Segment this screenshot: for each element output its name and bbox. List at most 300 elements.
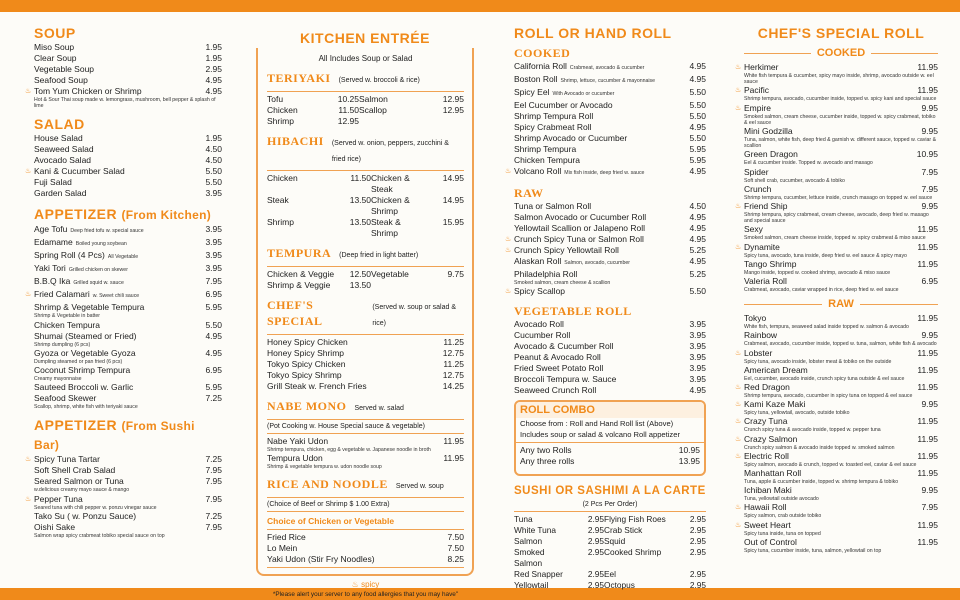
menu-item-price: 1.95 bbox=[205, 133, 222, 144]
menu-item-name: Shrimp Avocado or Cucumber bbox=[514, 133, 628, 143]
menu-item-row bbox=[744, 451, 938, 462]
menu-item-name-wrap bbox=[34, 494, 83, 505]
pepper-icon: ♨ bbox=[735, 384, 742, 392]
menu-item-name-wrap bbox=[744, 330, 777, 341]
menu-item-price: 7.25 bbox=[205, 510, 222, 521]
menu-item bbox=[735, 502, 938, 520]
menu-item-row bbox=[514, 87, 706, 100]
menu-item-price: 3.95 bbox=[689, 363, 706, 374]
menu-item-row bbox=[267, 381, 464, 392]
grid-price: 2.95 bbox=[689, 525, 706, 536]
menu-item-name: Rainbow bbox=[744, 330, 778, 341]
menu-item bbox=[505, 166, 706, 179]
menu-item-inline-desc: Deep fried tofu w. special sauce bbox=[70, 228, 144, 235]
menu-item-row bbox=[514, 144, 706, 155]
grid-name: Chicken & Shrimp bbox=[371, 195, 410, 216]
roll-combo-option bbox=[516, 445, 704, 456]
menu-item-price: 11.95 bbox=[917, 450, 938, 461]
menu-item-name: Seafood Skewer bbox=[34, 393, 97, 404]
menu-item-desc: Salmon wrap spicy crabmeat tobiko special sauce on top bbox=[34, 532, 165, 539]
menu-item-row bbox=[514, 319, 706, 330]
salad-heading: SALAD bbox=[34, 116, 85, 133]
menu-item bbox=[34, 133, 222, 144]
roll-combo-option-price: 13.95 bbox=[678, 456, 700, 467]
grid-name: Salmon bbox=[359, 94, 388, 104]
menu-item-name: Salmon Avocado or Cucumber Roll bbox=[514, 212, 647, 222]
menu-item bbox=[267, 348, 464, 359]
menu-item bbox=[514, 223, 706, 234]
menu-item-price: 4.95 bbox=[689, 61, 706, 71]
menu-item-desc: Eel & cucumber inside. Topped w. avocado and masago bbox=[744, 160, 873, 167]
menu-item-desc: Shrimp tempura, chicken, egg & vegetable w. Japanese noodle in broth bbox=[267, 447, 431, 453]
menu-item-name-wrap bbox=[34, 250, 138, 263]
menu-item-price: 11.25 bbox=[443, 337, 464, 347]
menu-item-row bbox=[267, 532, 464, 543]
menu-item-row bbox=[34, 365, 222, 376]
menu-item-name-wrap bbox=[744, 184, 771, 195]
menu-item-name: Electric Roll bbox=[744, 450, 789, 461]
tempura-grid bbox=[267, 269, 464, 291]
menu-item-name-wrap bbox=[34, 53, 77, 64]
appetizer-sushi-list bbox=[25, 454, 222, 539]
menu-item-name: Friend Ship bbox=[744, 201, 788, 212]
roll-combo-options bbox=[516, 445, 704, 467]
hibachi-note: (Served w. onion, peppers, zucchini & fried rice) bbox=[331, 140, 449, 163]
menu-item-name: Oishi Sake bbox=[34, 521, 76, 532]
menu-item-price: 10.95 bbox=[916, 149, 938, 160]
menu-item-name-wrap bbox=[514, 212, 646, 223]
menu-item-name: Kani & Cucumber Salad bbox=[34, 166, 125, 177]
chefs-special-note: (Served w. soup or salad & rice) bbox=[372, 304, 456, 327]
menu-item-price: 5.25 bbox=[689, 269, 706, 279]
menu-item-row bbox=[514, 363, 706, 374]
menu-item bbox=[735, 85, 938, 103]
grid-price: 11.50 bbox=[350, 173, 371, 183]
teriyaki-title: TERIYAKI bbox=[267, 71, 331, 85]
menu-item-name: Volcano Roll bbox=[514, 166, 562, 176]
pepper-icon: ♨ bbox=[735, 104, 742, 112]
menu-item-row bbox=[514, 352, 706, 363]
menu-item-price: 4.95 bbox=[205, 86, 222, 96]
divider bbox=[267, 511, 464, 512]
menu-item-price: 5.25 bbox=[689, 245, 706, 255]
divider bbox=[267, 91, 464, 92]
menu-item bbox=[267, 436, 464, 453]
column-chefs-special-roll bbox=[735, 20, 938, 580]
menu-item-row bbox=[34, 188, 222, 199]
grid-name bbox=[371, 280, 420, 291]
divider bbox=[267, 497, 464, 498]
menu-item bbox=[505, 234, 706, 245]
pepper-icon: ♨ bbox=[735, 504, 742, 512]
menu-item bbox=[514, 363, 706, 374]
grid-price: 2.95 bbox=[689, 580, 706, 591]
menu-item-price: 8.25 bbox=[447, 554, 464, 565]
menu-item-row bbox=[514, 122, 706, 133]
pepper-icon: ♨ bbox=[25, 291, 32, 299]
grid-price bbox=[428, 116, 464, 127]
menu-item-price: 3.95 bbox=[689, 352, 706, 363]
menu-item-row bbox=[34, 263, 222, 276]
pepper-icon: ♨ bbox=[505, 236, 512, 243]
spicy-legend-label: spicy bbox=[361, 580, 380, 590]
menu-item-desc: Spicy salmon, avocado & crunch, topped w. toasted eel, caviar & eel sauce bbox=[744, 461, 917, 468]
grid-price: 12.95 bbox=[337, 116, 359, 126]
appetizer-sushi-sub: (From Sushi Bar) bbox=[34, 419, 195, 453]
column-kitchen-entree bbox=[256, 20, 474, 599]
menu-item-price: 11.95 bbox=[443, 453, 464, 464]
menu-item-row bbox=[744, 485, 938, 496]
menu-item-price: 7.95 bbox=[921, 166, 938, 177]
grid-price: 13.50 bbox=[349, 195, 371, 205]
menu-item-price: 11.95 bbox=[917, 62, 938, 72]
menu-item-row bbox=[34, 133, 222, 144]
menu-item-name: Ichiban Maki bbox=[744, 485, 792, 496]
menu-item-name: Seaweed Salad bbox=[34, 144, 94, 155]
menu-item-row bbox=[744, 259, 938, 270]
grid-price: 13.50 bbox=[349, 217, 371, 227]
menu-item-name: California Roll bbox=[514, 61, 567, 71]
menu-item-name-wrap bbox=[744, 103, 771, 114]
menu-item-inline-desc: Grilled chicken on skewer bbox=[68, 267, 128, 274]
grid-name: Vegetable bbox=[371, 269, 409, 279]
soup-heading: SOUP bbox=[34, 25, 76, 41]
menu-item bbox=[34, 365, 222, 382]
menu-item-name-wrap bbox=[34, 86, 142, 97]
menu-item bbox=[735, 399, 938, 417]
menu-item-name: Boston Roll bbox=[514, 74, 558, 84]
menu-item-name: Grill Steak w. French Fries bbox=[267, 381, 367, 391]
menu-item-price: 4.50 bbox=[205, 155, 222, 166]
menu-item-name-wrap bbox=[744, 313, 766, 324]
pepper-icon: ♨ bbox=[351, 580, 359, 590]
menu-item-price: 11.95 bbox=[917, 382, 938, 393]
menu-item bbox=[744, 224, 938, 241]
menu-item-name: Sexy bbox=[744, 224, 763, 235]
menu-item bbox=[34, 144, 222, 155]
menu-item-row bbox=[744, 184, 938, 195]
menu-item-price: 4.95 bbox=[689, 122, 706, 132]
menu-item-price: 11.95 bbox=[917, 258, 938, 269]
menu-item-price: 12.75 bbox=[442, 348, 464, 358]
menu-item-inline-desc: w. Sweet chili sauce bbox=[92, 293, 140, 300]
menu-item-row bbox=[34, 302, 222, 313]
menu-item-name: Mini Godzilla bbox=[744, 126, 793, 137]
rice-noodle-note: Served w. soup bbox=[395, 483, 444, 491]
menu-item-desc: Mango inside, topped w. cooked shrimp, avocado & miso sauce bbox=[744, 269, 891, 276]
menu-item-name: Pepper Tuna bbox=[34, 493, 83, 504]
menu-item-name-wrap bbox=[514, 87, 614, 100]
menu-item-name: Fried Rice bbox=[267, 532, 306, 543]
menu-item bbox=[34, 465, 222, 476]
menu-item-row bbox=[34, 393, 222, 404]
menu-item-name-wrap bbox=[514, 341, 614, 352]
menu-item-row bbox=[34, 511, 222, 522]
menu-item bbox=[514, 352, 706, 363]
menu-item-name-wrap bbox=[34, 522, 75, 533]
salad-list bbox=[25, 133, 222, 199]
pepper-icon: ♨ bbox=[735, 349, 742, 357]
menu-item-name: Honey Spicy Chicken bbox=[267, 337, 348, 347]
menu-item-name-wrap bbox=[267, 532, 306, 543]
menu-item bbox=[267, 359, 464, 370]
menu-item-name: Seaweed Crunch Roll bbox=[514, 385, 597, 396]
menu-item-desc: Shrimp tempura, cucumber, lettuce inside, crunch masago on topped w. eel sauce bbox=[744, 194, 933, 201]
menu-item bbox=[514, 74, 706, 87]
menu-item-row bbox=[514, 286, 706, 297]
divider bbox=[267, 419, 464, 420]
divider bbox=[514, 511, 706, 512]
bottom-orange-band bbox=[0, 588, 960, 600]
menu-item-desc: Spicy tuna, yellowtail, avocado, outside tobiko bbox=[744, 410, 850, 417]
menu-item-row bbox=[34, 289, 222, 302]
menu-item-desc: Scallop, shrimp, white fish with teriyaki sauce bbox=[34, 404, 138, 411]
menu-item bbox=[267, 337, 464, 348]
menu-item-name: Seafood Soup bbox=[34, 75, 88, 85]
menu-item bbox=[34, 522, 222, 539]
grid-price: 2.95 bbox=[587, 547, 604, 558]
menu-item-row bbox=[744, 382, 938, 393]
grid-price: 2.95 bbox=[587, 536, 604, 547]
menu-item-price: 4.95 bbox=[689, 234, 706, 244]
menu-item-row bbox=[34, 53, 222, 64]
menu-item-row bbox=[514, 330, 706, 341]
menu-item-desc: Shrimp tempura, avocado, cucumber in spicy tuna on topped & eel sauce bbox=[744, 393, 913, 400]
pepper-icon: ♨ bbox=[735, 401, 742, 409]
grid-name: Tofu bbox=[267, 94, 284, 104]
menu-item-price: 14.25 bbox=[442, 381, 464, 391]
menu-item-name: Yaki Udon (Stir Fry Noodles) bbox=[267, 554, 375, 565]
menu-item bbox=[34, 237, 222, 250]
menu-item-desc: Eel, cucumber, avocado inside, crunch spicy tuna outside & eel sauce bbox=[744, 375, 905, 382]
menu-item-row bbox=[34, 237, 222, 250]
menu-item-name: Tom Yum Chicken or Shrimp bbox=[34, 86, 142, 96]
menu-item-price: 5.50 bbox=[689, 100, 706, 110]
divider bbox=[267, 170, 464, 171]
menu-item-row bbox=[744, 468, 938, 479]
menu-item-row bbox=[267, 436, 464, 447]
menu-item-desc: Spicy tuna, avocado inside, lobster meat & tobiko on the outside bbox=[744, 358, 892, 365]
menu-item-row bbox=[34, 177, 222, 188]
pepper-icon: ♨ bbox=[505, 168, 512, 175]
menu-item-row bbox=[514, 234, 706, 245]
menu-item-price: 3.95 bbox=[205, 250, 222, 261]
teriyaki-heading bbox=[267, 70, 464, 89]
menu-item-row bbox=[267, 554, 464, 565]
menu-item-row bbox=[744, 330, 938, 341]
menu-item-name: Crunch Spicy Yellowtail Roll bbox=[514, 245, 619, 255]
menu-item-name: Manhattan Roll bbox=[744, 468, 802, 479]
grid-price: 13.50 bbox=[349, 280, 371, 290]
nabe-mono-title: NABE MONO bbox=[267, 399, 347, 413]
menu-item bbox=[744, 313, 938, 330]
menu-item-name-wrap bbox=[744, 365, 808, 376]
menu-item-name: House Salad bbox=[34, 133, 83, 144]
menu-item-row bbox=[267, 337, 464, 348]
menu-item-row bbox=[744, 126, 938, 137]
menu-item-row bbox=[34, 320, 222, 331]
menu-item-name: Spicy Tuna Tartar bbox=[34, 454, 100, 465]
menu-item-price: 4.95 bbox=[689, 212, 706, 222]
menu-item bbox=[735, 62, 938, 86]
menu-item-price: 1.95 bbox=[205, 42, 222, 52]
menu-item-price: 9.95 bbox=[921, 201, 938, 212]
menu-item bbox=[514, 374, 706, 385]
menu-item-row bbox=[744, 242, 938, 253]
menu-item bbox=[735, 347, 938, 365]
pepper-icon: ♨ bbox=[735, 452, 742, 460]
menu-item-price: 4.95 bbox=[689, 256, 706, 266]
menu-item-name-wrap bbox=[514, 245, 619, 256]
grid-name: Shrimp bbox=[267, 116, 294, 126]
menu-item-name-wrap bbox=[514, 385, 596, 396]
grid-price: 2.95 bbox=[689, 514, 706, 525]
grid-name: Chicken & Veggie bbox=[267, 269, 335, 279]
menu-item-name: Red Dragon bbox=[744, 382, 790, 393]
menu-item-price: 9.95 bbox=[921, 102, 938, 113]
menu-item-name-wrap bbox=[744, 62, 778, 73]
menu-item-name-wrap bbox=[267, 543, 297, 554]
menu-item-row bbox=[514, 341, 706, 352]
menu-item-price: 7.95 bbox=[205, 276, 222, 287]
menu-item-row bbox=[34, 476, 222, 487]
menu-item-row bbox=[34, 494, 222, 505]
menu-item-name-wrap bbox=[34, 476, 124, 487]
grid-price: 2.95 bbox=[689, 569, 706, 580]
allergy-notice: *Please alert your server to any food allergies that you may have" bbox=[272, 591, 459, 599]
menu-item-name: Tokyo bbox=[744, 313, 767, 324]
grid-price: 2.95 bbox=[587, 514, 604, 525]
menu-item-price: 7.25 bbox=[205, 454, 222, 465]
menu-item-name: Crunch bbox=[744, 183, 772, 194]
menu-item-name-wrap bbox=[744, 399, 805, 410]
menu-item-name: Vegetable Soup bbox=[34, 64, 95, 74]
menu-item-name: Herkimer bbox=[744, 62, 779, 72]
menu-item-name: Spicy Eel bbox=[514, 87, 550, 97]
menu-item-name-wrap bbox=[514, 319, 564, 330]
menu-item-name: Broccoli Tempura w. Sauce bbox=[514, 374, 617, 385]
menu-item-row bbox=[514, 133, 706, 144]
grid-price: 12.50 bbox=[349, 269, 371, 279]
menu-item bbox=[34, 382, 222, 393]
pepper-icon: ♨ bbox=[735, 521, 742, 529]
grid-name: Tuna bbox=[514, 514, 533, 525]
pepper-icon: ♨ bbox=[505, 288, 512, 296]
menu-item-name-wrap bbox=[34, 511, 136, 522]
menu-item-price: 3.95 bbox=[689, 319, 706, 330]
menu-item-price: 4.95 bbox=[205, 347, 222, 358]
menu-item-name: Hawaii Roll bbox=[744, 502, 787, 513]
rice-noodle-title: RICE AND NOODLE bbox=[267, 477, 388, 492]
menu-item-name: Garden Salad bbox=[34, 188, 87, 199]
menu-item-price: 9.95 bbox=[921, 399, 938, 410]
menu-item-desc: Hot & Sour Thai soup made w. lemongrass, mushroom, bell pepper & splash of lime bbox=[34, 97, 216, 110]
menu-item bbox=[744, 184, 938, 201]
menu-item-desc: Spicy tuna inside, tuna on topped bbox=[744, 530, 821, 537]
menu-item-name-wrap bbox=[34, 155, 91, 166]
grid-name: White Tuna bbox=[514, 525, 556, 536]
menu-item-name-wrap bbox=[514, 144, 576, 155]
menu-item bbox=[267, 453, 464, 470]
menu-item-price: 4.95 bbox=[689, 74, 706, 84]
menu-item-name: Sauteed Broccoli w. Garlic bbox=[34, 382, 134, 393]
tempura-title: TEMPURA bbox=[267, 246, 332, 260]
grid-price: 12.95 bbox=[442, 94, 464, 104]
menu-item-name-wrap bbox=[744, 485, 792, 496]
menu-item-price: 11.95 bbox=[917, 519, 938, 530]
roll-combo-line1: Choose from : Roll and Hand Roll list (Above) bbox=[520, 419, 674, 429]
menu-item-price: 2.95 bbox=[205, 64, 222, 74]
menu-item bbox=[744, 167, 938, 184]
menu-item-desc: Tuna, apple & cucumber inside, topped w. shrimp tempura & tobiko bbox=[744, 479, 899, 486]
menu-item-row bbox=[744, 201, 938, 212]
roll-combo-line2: Includes soup or salad & volcano Roll appetizer bbox=[520, 430, 680, 440]
menu-item-row bbox=[744, 520, 938, 531]
menu-item-name-wrap bbox=[34, 133, 83, 144]
menu-item-name-wrap bbox=[514, 122, 591, 133]
menu-item bbox=[34, 476, 222, 493]
menu-item-row bbox=[744, 62, 938, 73]
rice-noodle-list bbox=[267, 532, 464, 565]
kitchen-entree-title-wrap bbox=[256, 30, 474, 48]
menu-item-name: Spring Roll (4 Pcs) bbox=[34, 250, 105, 261]
menu-item-name: Tokyo Spicy Shrimp bbox=[267, 370, 342, 380]
appetizer-sushi-heading bbox=[34, 416, 222, 454]
menu-item-name: Sweet Heart bbox=[744, 519, 791, 530]
menu-item-name-wrap bbox=[514, 223, 645, 234]
menu-item-name: Tuna or Salmon Roll bbox=[514, 201, 592, 211]
grid-name: Shrimp bbox=[267, 217, 294, 227]
menu-item-price: 11.95 bbox=[917, 85, 938, 96]
menu-item-desc: Spicy tuna, avocado, tuna inside, deep fried w. eel sauce & spicy mayo bbox=[744, 252, 907, 259]
menu-item-name-wrap bbox=[744, 259, 796, 270]
pepper-icon: ♨ bbox=[735, 435, 742, 443]
menu-item-desc: Smoked salmon, cream cheese, cucumber inside, topped w. spicy crabmeat, tobiko & eel sauce bbox=[744, 113, 936, 126]
menu-item-name: Philadelphia Roll bbox=[514, 269, 578, 279]
menu-item-row bbox=[744, 167, 938, 178]
menu-item bbox=[744, 468, 938, 485]
menu-item bbox=[267, 554, 464, 565]
menu-item-price: 9.95 bbox=[921, 126, 938, 137]
roll-heading: ROLL OR HAND ROLL bbox=[514, 25, 672, 41]
menu-item-price: 3.95 bbox=[205, 263, 222, 274]
menu-item bbox=[744, 276, 938, 293]
menu-item-name: Peanut & Avocado Roll bbox=[514, 352, 601, 363]
menu-item-price: 6.95 bbox=[205, 365, 222, 376]
menu-item-desc: Tuna, salmon, white fish, deep fried & garnish w. different sauce, topped w. caviar & scallion bbox=[744, 137, 937, 150]
menu-item-name-wrap bbox=[514, 61, 644, 74]
menu-item-price: 5.95 bbox=[205, 382, 222, 393]
grid-name: Chicken bbox=[267, 105, 298, 115]
menu-item-desc: Shrimp dumpling (6 pcs) bbox=[34, 341, 91, 348]
pepper-icon: ♨ bbox=[505, 247, 512, 254]
appetizer-kitchen-list bbox=[25, 224, 222, 411]
menu-item bbox=[744, 149, 938, 166]
menu-item-name: Tango Shrimp bbox=[744, 258, 797, 269]
menu-item-name-wrap bbox=[744, 167, 769, 178]
menu-item-name: Cucumber Roll bbox=[514, 330, 571, 341]
menu-item-row bbox=[267, 370, 464, 381]
rice-noodle-heading bbox=[267, 476, 464, 495]
grid-name: Octopus bbox=[604, 580, 635, 591]
menu-item-price: 11.95 bbox=[917, 241, 938, 252]
menu-item-name: Spider bbox=[744, 166, 769, 177]
menu-item-name-wrap bbox=[514, 74, 655, 87]
menu-item bbox=[744, 537, 938, 554]
chefs-special-title: CHEF'S SPECIAL bbox=[267, 298, 323, 328]
menu-item-name-wrap bbox=[744, 242, 780, 253]
menu-item-row bbox=[34, 86, 222, 97]
